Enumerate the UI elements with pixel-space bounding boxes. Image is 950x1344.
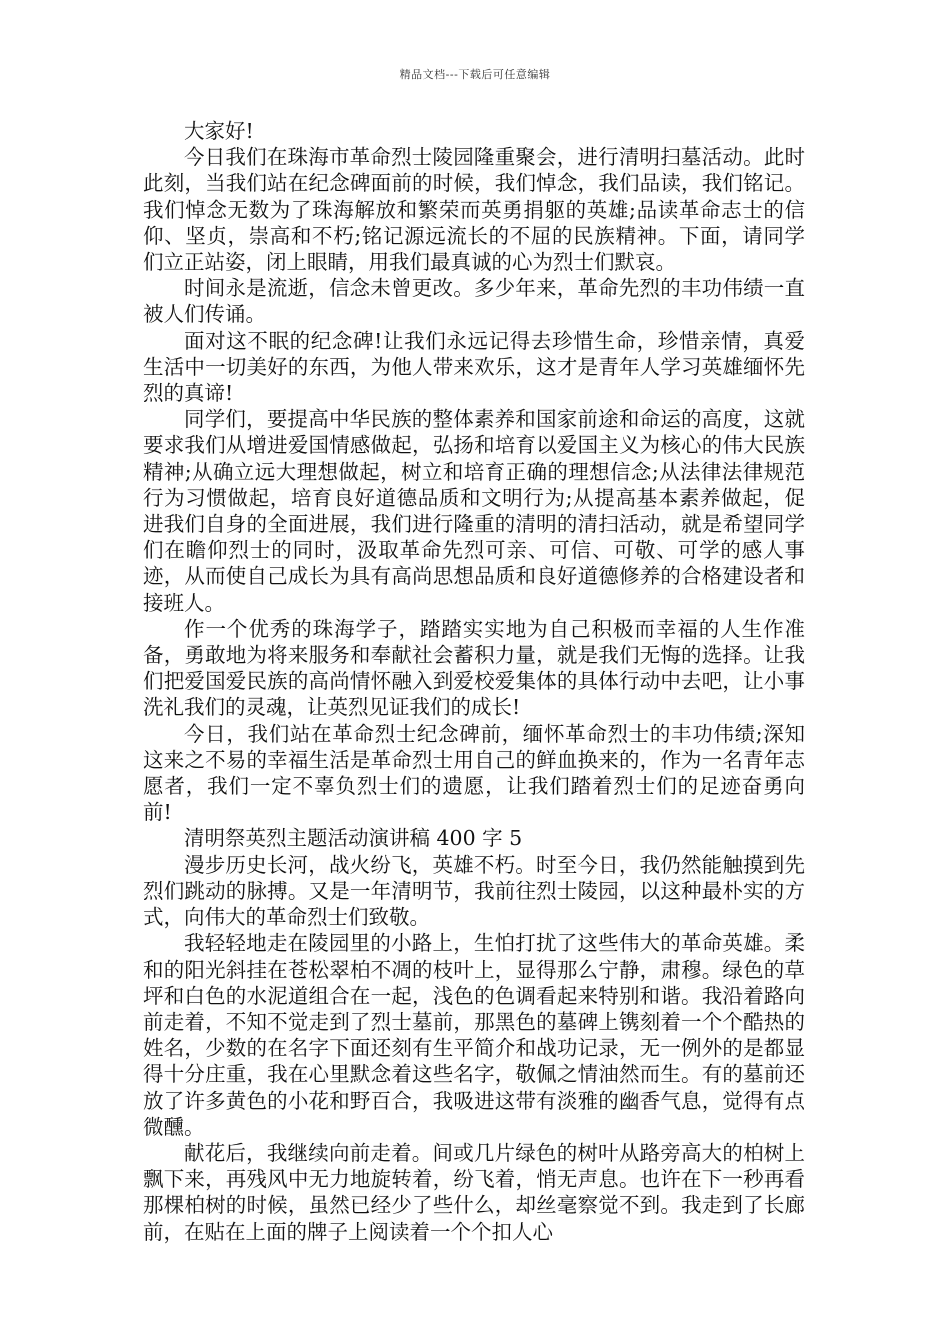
page-header: 精品文档---下载后可任意编辑 [399,68,551,81]
body-paragraph: 我轻轻地走在陵园里的小路上，生怕打扰了这些伟大的革命英雄。柔和的阳光斜挂在苍松翠柏不凋的枝叶上，显得那么宁静，肃穆。绿色的草坪和白色的水泥道组合在一起，浅色的色调看起来特别和谐。我沿着路向前走着，不知不觉走到了烈士墓前，那黑色的墓碑上镌刻着一个个酷热的姓名，少数的在名字下面还刻有生平简介和战功记录，无一例外的是都显得十分庄重，我在心里默念着这些名字，敬佩之情油然而生。有的墓前还放了许多黄色的小花和野百合，我吸进这带有淡雅的幽香气息，觉得有点微醺。 [143,931,805,1139]
body-paragraph: 作一个优秀的珠海学子，踏踏实实地为自己积极而幸福的人生作准备，勇敢地为将来服务和奉献社会蓄积力量，就是我们无悔的选择。让我们把爱国爱民族的高尚情怀融入到爱校爱集体的具体行动中去吧，让小事洗礼我们的灵魂，让英烈见证我们的成长! [143,616,805,720]
body-paragraph: 漫步历史长河，战火纷飞，英雄不朽。时至今日，我仍然能触摸到先烈们跳动的脉搏。又是一年清明节，我前往烈士陵园，以这种最朴实的方式，向伟大的革命烈士们致敬。 [143,852,805,930]
section-title: 清明祭英烈主题活动演讲稿 400 字 5 [184,826,523,851]
body-paragraph: 今日我们在珠海市革命烈士陵园隆重聚会，进行清明扫墓活动。此时此刻，当我们站在纪念碑面前的时候，我们悼念，我们品读，我们铭记。我们悼念无数为了珠海解放和繁荣而英勇捐躯的英雄;品读革命志士的信仰、坚贞，崇高和不朽;铭记源远流长的不屈的民族精神。下面，请同学们立正站姿，闭上眼睛，用我们最真诚的心为烈士们默哀。 [143,145,805,275]
body-paragraph: 时间永是流逝，信念未曾更改。多少年来，革命先烈的丰功伟绩一直被人们传诵。 [143,276,805,327]
body-paragraph: 同学们，要提高中华民族的整体素养和国家前途和命运的高度，这就要求我们从增进爱国情感做起，弘扬和培育以爱国主义为核心的伟大民族精神;从确立远大理想做起，树立和培育正确的理想信念;从法律法律规范行为习惯做起，培育良好道德品质和文明行为;从提高基本素养做起，促进我们自身的全面进展，我们进行隆重的清明的清扫活动，就是希望同学们在瞻仰烈士的同时，汲取革命先烈可亲、可信、可敬、可学的感人事迹，从而使自己成长为具有高尚思想品质和良好道德修养的合格建设者和接班人。 [143,407,805,615]
body-paragraph: 面对这不眠的纪念碑!让我们永远记得去珍惜生命，珍惜亲情，真爱生活中一切美好的东西，为他人带来欢乐，这才是青年人学习英雄缅怀先烈的真谛! [143,328,805,406]
body-paragraph: 献花后，我继续向前走着。间或几片绿色的树叶从路旁高大的柏树上飘下来，再残风中无力地旋转着，纷飞着，悄无声息。也许在下一秒再看那棵柏树的时候，虽然已经少了些什么，却丝毫察觉不到。我走到了长廊前，在贴在上面的牌子上阅读着一个个扣人心 [143,1140,805,1244]
greeting-paragraph: 大家好! [184,119,254,143]
body-paragraph: 今日，我们站在革命烈士纪念碑前，缅怀革命烈士的丰功伟绩;深知这来之不易的幸福生活是革命烈士用自己的鲜血换来的，作为一名青年志愿者，我们一定不辜负烈士们的遗愿，让我们踏着烈士们的足迹奋勇向前! [143,721,805,825]
document-body [143,118,805,1245]
